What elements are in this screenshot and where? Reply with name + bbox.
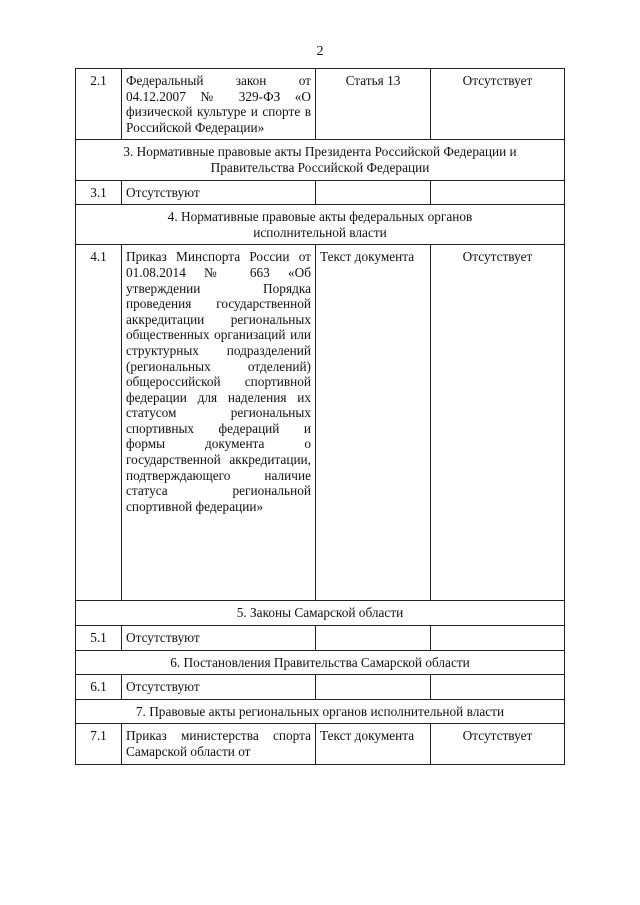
section-header bbox=[76, 205, 565, 245]
legal-acts-table bbox=[75, 68, 565, 765]
act-article bbox=[316, 180, 431, 205]
section-title bbox=[76, 205, 565, 245]
section-title-line: 7. Правовые акты региональных органов исполнительной власти bbox=[135, 703, 505, 719]
act-article: Статья 13 bbox=[316, 69, 431, 140]
act-status bbox=[431, 625, 565, 650]
act-article bbox=[316, 625, 431, 650]
act-name: Приказ министерства спорта Самарской области от bbox=[122, 724, 316, 764]
section-title-line: 5. Законы Самарской области bbox=[236, 605, 404, 621]
act-status: Отсутствует bbox=[431, 245, 565, 601]
section-title-line: Правительства Российской Федерации bbox=[210, 159, 430, 175]
section-title bbox=[76, 601, 565, 626]
section-title-line: исполнительной власти bbox=[253, 224, 387, 240]
act-status: Отсутствует bbox=[431, 69, 565, 140]
act-status bbox=[431, 675, 565, 700]
section-title bbox=[76, 699, 565, 724]
row-number: 7.1 bbox=[76, 724, 122, 764]
row-number: 5.1 bbox=[76, 625, 122, 650]
row-number: 3.1 bbox=[76, 180, 122, 205]
row-number: 6.1 bbox=[76, 675, 122, 700]
section-title bbox=[76, 650, 565, 675]
table-row bbox=[76, 245, 565, 601]
section-title bbox=[76, 140, 565, 180]
act-name: Отсутствуют bbox=[122, 625, 316, 650]
table-row bbox=[76, 625, 565, 650]
section-header bbox=[76, 140, 565, 180]
row-number: 2.1 bbox=[76, 69, 122, 140]
act-status bbox=[431, 180, 565, 205]
act-name: Приказ Минспорта России от 01.08.2014 № 663 «Об утверждении Порядка проведения государственной аккредитации региональных общественных организаций или структурных подразделений (региональных отделений) общероссийской спортивной федерации для наделения их статусом региональных спортивных федераций и формы документа о государственной аккредитации, подтверждающего наличие статуса региональной спортивной федерации» bbox=[122, 245, 316, 601]
act-article: Текст документа bbox=[316, 245, 431, 601]
section-title-line: 6. Постановления Правительства Самарской области bbox=[170, 654, 470, 670]
section-title-line: 3. Нормативные правовые акты Президента Российской Федерации и bbox=[123, 144, 517, 160]
act-article: Текст документа bbox=[316, 724, 431, 764]
table-row bbox=[76, 180, 565, 205]
section-header bbox=[76, 699, 565, 724]
table-row bbox=[76, 69, 565, 140]
act-status: Отсутствует bbox=[431, 724, 565, 764]
act-name: Федеральный закон от 04.12.2007 № 329-ФЗ «О физической культуре и спорте в Российской Федерации» bbox=[122, 69, 316, 140]
section-title-line: 4. Нормативные правовые акты федеральных органов bbox=[167, 209, 473, 225]
act-article bbox=[316, 675, 431, 700]
section-header bbox=[76, 650, 565, 675]
page-number: 2 bbox=[316, 44, 324, 59]
section-header bbox=[76, 601, 565, 626]
row-number: 4.1 bbox=[76, 245, 122, 601]
act-name: Отсутствуют bbox=[122, 180, 316, 205]
table-row bbox=[76, 724, 565, 764]
table-row bbox=[76, 675, 565, 700]
act-name: Отсутствуют bbox=[122, 675, 316, 700]
